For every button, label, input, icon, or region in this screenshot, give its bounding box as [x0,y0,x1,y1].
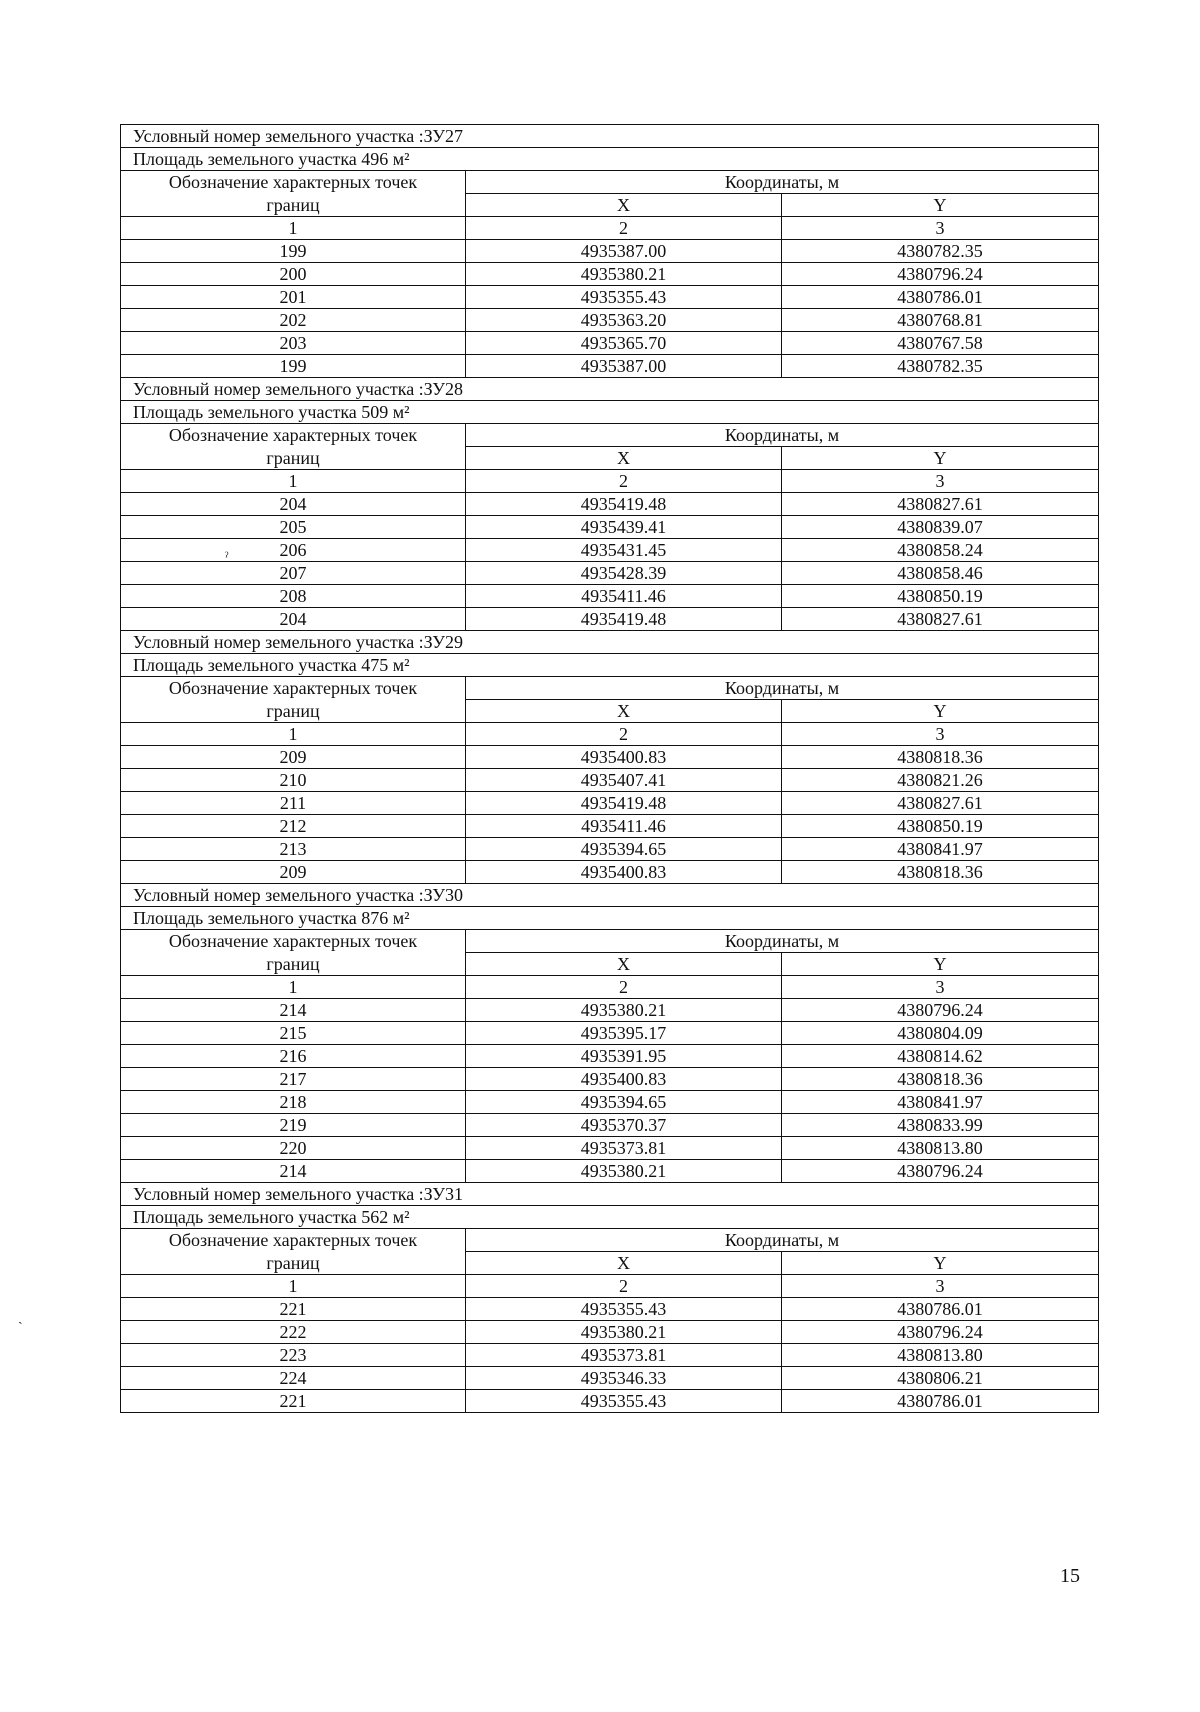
point-number: 224 [121,1367,466,1390]
x-coordinate: 4935411.46 [466,585,782,608]
point-number: 199 [121,240,466,263]
table-row [121,1022,1099,1045]
points-header: Обозначение характерных точек [121,930,466,953]
parcel-area-row [121,1206,1099,1229]
column-number: 3 [782,217,1099,240]
parcel-number: Условный номер земельного участка :ЗУ30 [121,884,1099,907]
y-coordinate: 4380821.26 [782,769,1099,792]
parcel-id-row [121,378,1099,401]
y-coordinate: 4380814.62 [782,1045,1099,1068]
point-number: 217 [121,1068,466,1091]
header-row [121,171,1099,194]
point-number: 214 [121,1160,466,1183]
point-number: 202 [121,309,466,332]
column-number: 2 [466,217,782,240]
y-coordinate: 4380833.99 [782,1114,1099,1137]
points-header: Обозначение характерных точек [121,677,466,700]
x-coordinate: 4935387.00 [466,240,782,263]
column-number-row [121,976,1099,999]
x-coordinate: 4935346.33 [466,1367,782,1390]
x-coordinate: 4935411.46 [466,815,782,838]
header-row [121,953,1099,976]
table-row [121,769,1099,792]
parcel-area-row [121,148,1099,171]
coordinates-table [120,124,1099,1413]
parcel-number: Условный номер земельного участка :ЗУ27 [121,125,1099,148]
point-number: 213 [121,838,466,861]
x-coordinate: 4935387.00 [466,355,782,378]
parcel-area: Площадь земельного участка 509 м² [121,401,1099,424]
x-coordinate: 4935355.43 [466,286,782,309]
x-header: X [466,953,782,976]
point-number: 200 [121,263,466,286]
x-coordinate: 4935400.83 [466,1068,782,1091]
table-row [121,815,1099,838]
column-number: 3 [782,723,1099,746]
coords-header: Координаты, м [466,424,1099,447]
x-coordinate: 4935394.65 [466,838,782,861]
table-row [121,861,1099,884]
x-coordinate: 4935394.65 [466,1091,782,1114]
y-coordinate: 4380796.24 [782,1160,1099,1183]
point-number: 201 [121,286,466,309]
y-coordinate: 4380768.81 [782,309,1099,332]
parcel-area-row [121,907,1099,930]
point-number: 220 [121,1137,466,1160]
table-row [121,516,1099,539]
y-coordinate: 4380818.36 [782,746,1099,769]
table-row [121,1344,1099,1367]
header-row [121,677,1099,700]
parcel-id-row [121,125,1099,148]
table-row [121,355,1099,378]
parcel-id-row [121,884,1099,907]
column-number: 2 [466,470,782,493]
point-number: 209 [121,746,466,769]
column-number: 1 [121,1275,466,1298]
point-number: 216 [121,1045,466,1068]
x-coordinate: 4935428.39 [466,562,782,585]
y-coordinate: 4380813.80 [782,1137,1099,1160]
x-header: X [466,447,782,470]
x-coordinate: 4935370.37 [466,1114,782,1137]
y-coordinate: 4380806.21 [782,1367,1099,1390]
y-coordinate: 4380827.61 [782,493,1099,516]
x-coordinate: 4935419.48 [466,792,782,815]
points-header-cont: границ [121,194,466,217]
x-coordinate: 4935439.41 [466,516,782,539]
point-number: 210 [121,769,466,792]
y-coordinate: 4380796.24 [782,1321,1099,1344]
point-number: 208 [121,585,466,608]
table-row [121,1298,1099,1321]
page-number: 15 [1060,1565,1080,1587]
point-number: 219 [121,1114,466,1137]
points-header-cont: границ [121,700,466,723]
table-row [121,608,1099,631]
column-number: 1 [121,217,466,240]
x-coordinate: 4935380.21 [466,263,782,286]
scan-speck: ˀ [225,550,229,565]
point-number: 212 [121,815,466,838]
table-row [121,746,1099,769]
x-coordinate: 4935400.83 [466,746,782,769]
points-header: Обозначение характерных точек [121,171,466,194]
points-header-cont: границ [121,953,466,976]
column-number-row [121,217,1099,240]
x-coordinate: 4935373.81 [466,1344,782,1367]
table-row [121,1390,1099,1413]
parcel-area: Площадь земельного участка 496 м² [121,148,1099,171]
y-header: Y [782,447,1099,470]
column-number-row [121,723,1099,746]
table-row [121,263,1099,286]
x-coordinate: 4935355.43 [466,1298,782,1321]
coords-header: Координаты, м [466,171,1099,194]
column-number: 2 [466,976,782,999]
y-coordinate: 4380858.46 [782,562,1099,585]
coords-header: Координаты, м [466,677,1099,700]
table-row [121,1137,1099,1160]
point-number: 223 [121,1344,466,1367]
y-coordinate: 4380841.97 [782,1091,1099,1114]
parcel-number: Условный номер земельного участка :ЗУ31 [121,1183,1099,1206]
column-number-row [121,470,1099,493]
x-coordinate: 4935365.70 [466,332,782,355]
points-header: Обозначение характерных точек [121,1229,466,1252]
parcel-number: Условный номер земельного участка :ЗУ28 [121,378,1099,401]
x-coordinate: 4935355.43 [466,1390,782,1413]
y-coordinate: 4380813.80 [782,1344,1099,1367]
point-number: 199 [121,355,466,378]
y-coordinate: 4380782.35 [782,240,1099,263]
header-row [121,447,1099,470]
y-coordinate: 4380786.01 [782,286,1099,309]
column-number: 3 [782,1275,1099,1298]
parcel-area: Площадь земельного участка 876 м² [121,907,1099,930]
column-number: 1 [121,723,466,746]
x-header: X [466,194,782,217]
point-number: 205 [121,516,466,539]
point-number: 204 [121,608,466,631]
table-row [121,1160,1099,1183]
parcel-area-row [121,401,1099,424]
point-number: 215 [121,1022,466,1045]
x-coordinate: 4935395.17 [466,1022,782,1045]
y-coordinate: 4380818.36 [782,861,1099,884]
column-number: 3 [782,976,1099,999]
y-coordinate: 4380827.61 [782,608,1099,631]
y-coordinate: 4380786.01 [782,1390,1099,1413]
point-number: 204 [121,493,466,516]
table-row [121,332,1099,355]
table-row [121,309,1099,332]
y-coordinate: 4380841.97 [782,838,1099,861]
x-coordinate: 4935391.95 [466,1045,782,1068]
y-header: Y [782,1252,1099,1275]
point-number: 203 [121,332,466,355]
x-coordinate: 4935380.21 [466,999,782,1022]
column-number: 2 [466,1275,782,1298]
table-row [121,1114,1099,1137]
y-coordinate: 4380839.07 [782,516,1099,539]
y-coordinate: 4380818.36 [782,1068,1099,1091]
y-coordinate: 4380804.09 [782,1022,1099,1045]
table-row [121,585,1099,608]
header-row [121,424,1099,447]
parcel-area-row [121,654,1099,677]
point-number: 207 [121,562,466,585]
x-coordinate: 4935400.83 [466,861,782,884]
x-header: X [466,700,782,723]
table-row [121,240,1099,263]
parcel-number: Условный номер земельного участка :ЗУ29 [121,631,1099,654]
y-coordinate: 4380796.24 [782,999,1099,1022]
table-row [121,286,1099,309]
point-number: 221 [121,1390,466,1413]
parcel-id-row [121,1183,1099,1206]
column-number: 2 [466,723,782,746]
x-header: X [466,1252,782,1275]
parcel-id-row [121,631,1099,654]
table-row [121,838,1099,861]
x-coordinate: 4935363.20 [466,309,782,332]
points-header-cont: границ [121,447,466,470]
table-row [121,1367,1099,1390]
points-header: Обозначение характерных точек [121,424,466,447]
coords-header: Координаты, м [466,1229,1099,1252]
y-coordinate: 4380782.35 [782,355,1099,378]
point-number: 209 [121,861,466,884]
point-number: 222 [121,1321,466,1344]
y-coordinate: 4380827.61 [782,792,1099,815]
scan-speck: ˏ [18,1310,23,1325]
table-row [121,562,1099,585]
coords-header: Координаты, м [466,930,1099,953]
header-row [121,194,1099,217]
table-row [121,493,1099,516]
point-number: 221 [121,1298,466,1321]
x-coordinate: 4935419.48 [466,493,782,516]
y-header: Y [782,700,1099,723]
y-coordinate: 4380858.24 [782,539,1099,562]
x-coordinate: 4935419.48 [466,608,782,631]
y-coordinate: 4380850.19 [782,585,1099,608]
column-number-row [121,1275,1099,1298]
x-coordinate: 4935380.21 [466,1160,782,1183]
y-header: Y [782,953,1099,976]
column-number: 3 [782,470,1099,493]
column-number: 1 [121,470,466,493]
point-number: 211 [121,792,466,815]
y-coordinate: 4380850.19 [782,815,1099,838]
y-coordinate: 4380767.58 [782,332,1099,355]
parcel-area: Площадь земельного участка 562 м² [121,1206,1099,1229]
points-header-cont: границ [121,1252,466,1275]
parcel-area: Площадь земельного участка 475 м² [121,654,1099,677]
table-row [121,1045,1099,1068]
table-row [121,1068,1099,1091]
y-header: Y [782,194,1099,217]
header-row [121,700,1099,723]
table-row [121,999,1099,1022]
table-row [121,1091,1099,1114]
x-coordinate: 4935407.41 [466,769,782,792]
coordinates-table-body [121,125,1099,1413]
point-number: 218 [121,1091,466,1114]
table-row [121,1321,1099,1344]
point-number: 214 [121,999,466,1022]
table-row [121,539,1099,562]
header-row [121,1252,1099,1275]
point-number: 206 [121,539,466,562]
column-number: 1 [121,976,466,999]
y-coordinate: 4380796.24 [782,263,1099,286]
header-row [121,1229,1099,1252]
x-coordinate: 4935431.45 [466,539,782,562]
y-coordinate: 4380786.01 [782,1298,1099,1321]
x-coordinate: 4935373.81 [466,1137,782,1160]
header-row [121,930,1099,953]
x-coordinate: 4935380.21 [466,1321,782,1344]
table-row [121,792,1099,815]
